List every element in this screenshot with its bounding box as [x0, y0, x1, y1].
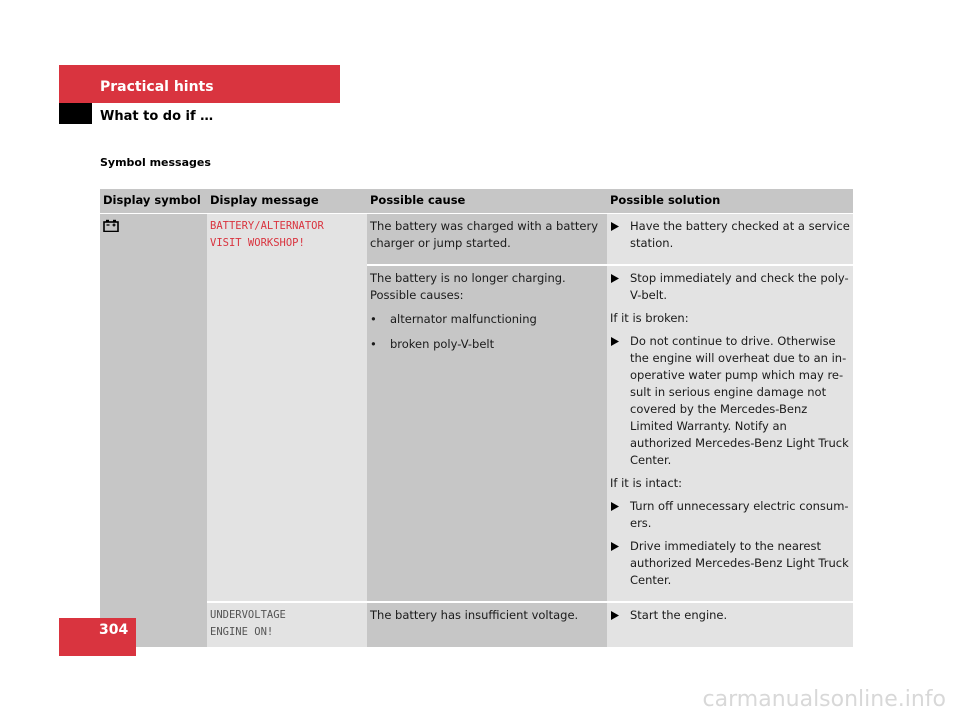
display-message-line: VISIT WORKSHOP! [210, 237, 305, 249]
section-title: Practical hints [100, 79, 214, 95]
solution-step-text: Stop immediately and check the poly-V-belt. [630, 271, 849, 302]
table-row [100, 214, 853, 266]
possible-cause-cell [367, 214, 607, 266]
watermark: carmanualsonline.info [702, 687, 946, 712]
symbol-messages-table [100, 189, 853, 647]
battery-icon [103, 219, 119, 232]
solution-step-text: Start the engine. [630, 608, 728, 622]
column-header-display-symbol: Display symbol [100, 189, 207, 214]
bullet-icon: • [370, 337, 377, 351]
solution-step-text: Drive immediately to the nearest authorized Mercedes-Benz Light Truck Center. [630, 539, 849, 587]
arrow-right-icon [610, 270, 630, 304]
possible-solution-cell [607, 214, 853, 266]
list-item [370, 336, 604, 353]
condition-text: If it is broken: [610, 311, 689, 325]
table-row [100, 602, 853, 647]
list-item [370, 311, 604, 328]
page-number: 304 [99, 622, 129, 638]
solution-step [610, 218, 850, 252]
cause-text: The battery has insufficient voltage. [370, 608, 579, 622]
arrow-right-icon [610, 218, 630, 252]
solution-step [610, 538, 850, 589]
solution-step [610, 333, 850, 469]
column-header-display-message: Display message [207, 189, 367, 214]
solution-step-text: Turn off unnecessary electric consum-ers. [630, 499, 849, 530]
display-message-line: BATTERY/ALTERNATOR [210, 220, 324, 232]
bullet-icon: • [370, 312, 377, 326]
cause-text: The battery was charged with a battery charger or jump started. [370, 219, 599, 250]
solution-step [610, 607, 850, 624]
solution-step-text: Have the battery checked at a service station. [630, 219, 850, 250]
condition-text: If it is intact: [610, 476, 683, 490]
list-item-text: alternator malfunctioning [390, 312, 537, 326]
arrow-right-icon [610, 498, 630, 532]
column-header-possible-solution: Possible solution [607, 189, 853, 214]
display-message-line: UNDERVOLTAGE [210, 609, 286, 621]
possible-solution-cell [607, 602, 853, 647]
possible-cause-cell [367, 265, 607, 602]
arrow-right-icon [610, 538, 630, 589]
table-header-row [100, 189, 853, 214]
display-message-cell [207, 602, 367, 647]
page-subtitle: What to do if … [100, 109, 214, 124]
subtitle-marker [59, 103, 92, 124]
possible-cause-cell [367, 602, 607, 647]
list-item-text: broken poly-V-belt [390, 337, 495, 351]
cause-text: The battery is no longer charging. Possible causes: [370, 271, 566, 302]
arrow-right-icon [610, 333, 630, 469]
display-message-line: ENGINE ON! [210, 626, 274, 638]
possible-solution-cell [607, 265, 853, 602]
solution-step [610, 498, 850, 532]
display-symbol-cell [100, 214, 207, 648]
section-label: Symbol messages [100, 156, 211, 169]
solution-step [610, 270, 850, 304]
column-header-possible-cause: Possible cause [367, 189, 607, 214]
arrow-right-icon [610, 607, 630, 624]
solution-step-text: Do not continue to drive. Otherwise the engine will overheat due to an in-operative water pump which may re-sult in serious engine damage not covered by the Mercedes-Benz Limited Warranty. Notify an authorized Mercedes-Benz Light Truck Center. [630, 334, 849, 467]
display-message-cell [207, 214, 367, 603]
